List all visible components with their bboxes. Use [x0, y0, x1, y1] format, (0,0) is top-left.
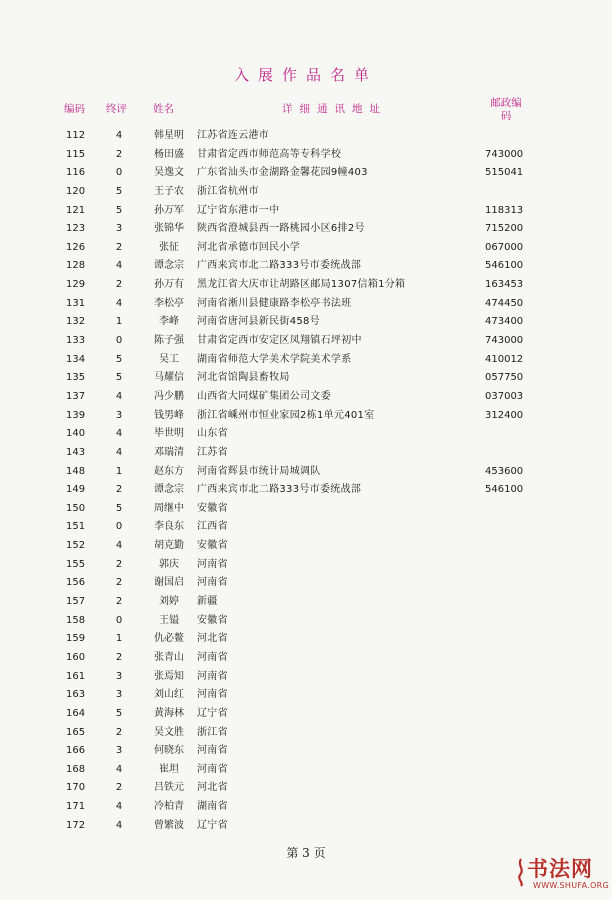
- cell-id: 172: [66, 819, 86, 831]
- cell-name: 李松亭: [154, 297, 184, 309]
- cell-id: 121: [66, 204, 86, 216]
- cell-id: 115: [66, 148, 86, 160]
- table-row: [0, 779, 612, 798]
- cell-address: 河北省: [197, 782, 228, 794]
- cell-name: 李峰: [159, 316, 179, 328]
- cell-score: 3: [115, 223, 123, 235]
- cell-address: 安徽省: [197, 540, 228, 552]
- cell-name: 陈子强: [154, 335, 184, 347]
- cell-name: 杨田盛: [154, 148, 184, 160]
- table-row: [0, 388, 612, 407]
- cell-address: 安徽省: [197, 502, 228, 514]
- cell-score: 2: [115, 782, 123, 794]
- cell-name: 孙万有: [154, 279, 184, 291]
- table-row: [0, 668, 612, 687]
- cell-name: 吴逸文: [154, 167, 184, 179]
- table-row: [0, 257, 612, 276]
- cell-score: 4: [115, 763, 123, 775]
- cell-postcode: 410012: [485, 353, 524, 365]
- cell-address: 河北省承德市回民小学: [197, 241, 300, 253]
- cell-postcode: 474450: [485, 297, 524, 309]
- cell-score: 5: [115, 185, 123, 197]
- cell-postcode: 473400: [485, 316, 524, 328]
- cell-postcode: 546100: [485, 260, 524, 272]
- cell-score: 3: [115, 409, 123, 421]
- cell-name: 吴工: [159, 353, 179, 365]
- cell-score: 4: [115, 801, 123, 813]
- cell-name: 刘山红: [154, 689, 184, 701]
- cell-id: 137: [66, 390, 86, 402]
- cell-score: 4: [115, 819, 123, 831]
- cell-address: 广西来宾市北二路333号市委统战部: [197, 484, 362, 496]
- table-row: [0, 724, 612, 743]
- cell-address: 黑龙江省大庆市让胡路区邮局1307信箱1分箱: [197, 279, 406, 291]
- table-row: [0, 425, 612, 444]
- cell-name: 郭庆: [159, 558, 179, 570]
- table-row: [0, 761, 612, 780]
- cell-postcode: 163453: [485, 279, 524, 291]
- cell-id: 166: [66, 745, 86, 757]
- table-row: [0, 556, 612, 575]
- cell-id: 139: [66, 409, 86, 421]
- cell-id: 116: [66, 167, 86, 179]
- watermark-logo: [515, 853, 610, 895]
- cell-address: 河南省: [197, 763, 228, 775]
- table-row: [0, 146, 612, 165]
- cell-id: 161: [66, 670, 86, 682]
- cell-name: 黄海林: [154, 707, 184, 719]
- cell-id: 133: [66, 335, 86, 347]
- table-row: [0, 798, 612, 817]
- cell-name: 张焉知: [154, 670, 184, 682]
- cell-score: 0: [115, 167, 123, 179]
- cell-address: 山东省: [197, 428, 228, 440]
- table-row: [0, 463, 612, 482]
- cell-address: 河南省唐河县新民街458号: [197, 316, 320, 328]
- cell-address: 河南省: [197, 558, 228, 570]
- cell-id: 132: [66, 316, 86, 328]
- column-header-id: 编码: [64, 103, 85, 115]
- table-row: [0, 574, 612, 593]
- cell-address: 河南省辉县市统计局城调队: [197, 465, 321, 477]
- cell-name: 马耀信: [154, 372, 184, 384]
- cell-id: 128: [66, 260, 86, 272]
- cell-name: 崔坦: [159, 763, 179, 775]
- cell-score: 5: [115, 204, 123, 216]
- cell-address: 山西省大同煤矿集团公司文委: [197, 390, 331, 402]
- cell-name: 邓瑞清: [154, 446, 184, 458]
- table-row: [0, 593, 612, 612]
- cell-address: 陕西省澄城县西一路桃园小区6排2号: [197, 223, 365, 235]
- cell-score: 4: [115, 130, 123, 141]
- cell-name: 胡克勤: [154, 540, 184, 552]
- cell-id: 120: [66, 185, 86, 197]
- table-row: [0, 127, 612, 146]
- table-row: [0, 444, 612, 463]
- table-row: [0, 649, 612, 668]
- cell-id: 171: [66, 801, 86, 813]
- table-row: [0, 239, 612, 258]
- cell-name: 李良东: [154, 521, 184, 533]
- cell-id: 164: [66, 707, 86, 719]
- cell-score: 5: [115, 707, 123, 719]
- cell-score: 2: [115, 726, 123, 738]
- cell-score: 2: [115, 577, 123, 589]
- table-row: [0, 537, 612, 556]
- cell-name: 周继中: [154, 502, 184, 514]
- cell-score: 5: [115, 353, 123, 365]
- table-row: [0, 164, 612, 183]
- cell-address: 广西来宾市北二路333号市委统战部: [197, 260, 362, 272]
- cell-score: 5: [115, 372, 123, 384]
- cell-score: 2: [115, 148, 123, 160]
- cell-score: 3: [115, 745, 123, 757]
- cell-postcode: 515041: [485, 167, 524, 179]
- cell-score: 1: [115, 465, 123, 477]
- cell-id: 140: [66, 428, 86, 440]
- cell-score: 0: [115, 521, 123, 533]
- cell-address: 浙江省杭州市: [197, 185, 259, 197]
- cell-address: 湖南省: [197, 801, 228, 813]
- cell-score: 1: [115, 316, 123, 328]
- cell-id: 112: [66, 130, 86, 141]
- table-row: [0, 742, 612, 761]
- cell-name: 孙万军: [154, 204, 184, 216]
- cell-name: 冷柏青: [154, 801, 184, 813]
- cell-id: 126: [66, 241, 86, 253]
- table-row: [0, 630, 612, 649]
- column-header-address: 详细通讯地址: [282, 103, 387, 115]
- cell-score: 4: [115, 446, 123, 458]
- cell-id: 159: [66, 633, 86, 645]
- cell-name: 张青山: [154, 651, 184, 663]
- cell-score: 4: [115, 428, 123, 440]
- cell-score: 2: [115, 651, 123, 663]
- cell-id: 160: [66, 651, 86, 663]
- cell-address: 甘肃省定西市师范高等专科学校: [197, 148, 342, 160]
- table-row: [0, 686, 612, 705]
- cell-name: 谭念宗: [154, 260, 184, 272]
- watermark-url: WWW.SHUFA.ORG: [533, 881, 610, 890]
- cell-score: 2: [115, 596, 123, 608]
- cell-postcode: 743000: [485, 148, 524, 160]
- cell-address: 河南省: [197, 651, 228, 663]
- cell-address: 辽宁省: [197, 707, 228, 719]
- cell-postcode: 743000: [485, 335, 524, 347]
- cell-address: 浙江省: [197, 726, 228, 738]
- table-row: [0, 183, 612, 202]
- cell-score: 0: [115, 335, 123, 347]
- cell-id: 143: [66, 446, 86, 458]
- cell-name: 吕铁元: [154, 782, 184, 794]
- cell-postcode: 453600: [485, 465, 524, 477]
- cell-postcode: 118313: [485, 204, 524, 216]
- cell-score: 3: [115, 670, 123, 682]
- cell-score: 2: [115, 241, 123, 253]
- cell-name: 钱男峰: [154, 409, 184, 421]
- table-row: [0, 705, 612, 724]
- cell-id: 170: [66, 782, 86, 794]
- cell-score: 4: [115, 260, 123, 272]
- cell-name: 韩星明: [154, 130, 184, 141]
- cell-id: 131: [66, 297, 86, 309]
- cell-address: 江苏省连云港市: [197, 130, 270, 141]
- cell-address: 辽宁省: [197, 819, 228, 831]
- cell-score: 1: [115, 633, 123, 645]
- cell-id: 149: [66, 484, 86, 496]
- table-row: [0, 369, 612, 388]
- cell-score: 5: [115, 502, 123, 514]
- table-row: [0, 332, 612, 351]
- entry-list: [0, 127, 612, 835]
- cell-address: 河南省: [197, 670, 228, 682]
- cell-id: 156: [66, 577, 86, 589]
- cell-score: 4: [115, 390, 123, 402]
- cell-score: 4: [115, 540, 123, 552]
- cell-id: 150: [66, 502, 86, 514]
- cell-score: 2: [115, 279, 123, 291]
- cell-address: 辽宁省东港市一中: [197, 204, 280, 216]
- cell-score: 2: [115, 558, 123, 570]
- table-row: [0, 276, 612, 295]
- watermark-logo-text: 书法网: [527, 856, 593, 881]
- cell-name: 何晓东: [154, 745, 184, 757]
- cell-id: 123: [66, 223, 86, 235]
- table-row: [0, 407, 612, 426]
- cell-address: 甘肃省定西市安定区凤翔镇石坪初中: [197, 335, 362, 347]
- page-number: 第 3 页: [286, 846, 326, 860]
- column-header-postcode: 邮政编码: [490, 97, 522, 122]
- column-header-score: 终评: [106, 103, 127, 115]
- cell-name: 张锦华: [154, 223, 184, 235]
- cell-name: 吴文胜: [154, 726, 184, 738]
- cell-id: 129: [66, 279, 86, 291]
- cell-postcode: 067000: [485, 241, 524, 253]
- cell-id: 168: [66, 763, 86, 775]
- table-row: [0, 313, 612, 332]
- cell-id: 151: [66, 521, 86, 533]
- cell-address: 河南省: [197, 745, 228, 757]
- cell-address: 河北省: [197, 633, 228, 645]
- cell-address: 河南省: [197, 689, 228, 701]
- cell-id: 134: [66, 353, 86, 365]
- cell-postcode: 715200: [485, 223, 524, 235]
- table-row: [0, 351, 612, 370]
- cell-address: 安徽省: [197, 614, 228, 626]
- cell-score: 2: [115, 484, 123, 496]
- cell-score: 4: [115, 297, 123, 309]
- cell-name: 王子农: [154, 185, 184, 197]
- cell-address: 河北省馆陶县畜牧局: [197, 372, 290, 384]
- cell-name: 谢国启: [154, 577, 184, 589]
- cell-address: 河南省: [197, 577, 228, 589]
- cell-id: 158: [66, 614, 86, 626]
- cell-address: 新疆: [197, 596, 218, 608]
- cell-address: 广东省汕头市金湖路金馨花园9幢403: [197, 167, 368, 179]
- cell-score: 3: [115, 689, 123, 701]
- seal-mark-icon: [515, 857, 527, 887]
- page-title: 入展作品名单: [233, 66, 378, 84]
- cell-id: 135: [66, 372, 86, 384]
- cell-postcode: 037003: [485, 390, 524, 402]
- cell-name: 谭念宗: [154, 484, 184, 496]
- column-header-name: 姓名: [153, 103, 174, 115]
- cell-address: 河南省淅川县健康路李松亭书法班: [197, 297, 352, 309]
- cell-id: 155: [66, 558, 86, 570]
- table-row: [0, 518, 612, 537]
- table-row: [0, 202, 612, 221]
- cell-id: 152: [66, 540, 86, 552]
- table-row: [0, 220, 612, 239]
- cell-address: 湖南省师范大学美术学院美术学系: [197, 353, 352, 365]
- cell-postcode: 057750: [485, 372, 524, 384]
- cell-postcode: 546100: [485, 484, 524, 496]
- cell-id: 163: [66, 689, 86, 701]
- cell-name: 赵东方: [154, 465, 184, 477]
- table-row: [0, 817, 612, 836]
- cell-id: 148: [66, 465, 86, 477]
- cell-name: 仇必鳌: [154, 633, 184, 645]
- cell-name: 曾繁波: [154, 819, 184, 831]
- cell-name: 王镒: [159, 614, 179, 626]
- cell-name: 刘婷: [159, 596, 179, 608]
- cell-postcode: 312400: [485, 409, 524, 421]
- cell-address: 江苏省: [197, 446, 228, 458]
- cell-address: 浙江省嵊州市恒业家园2栋1单元401室: [197, 409, 375, 421]
- cell-name: 张征: [159, 241, 179, 253]
- table-row: [0, 481, 612, 500]
- table-row: [0, 500, 612, 519]
- table-row: [0, 612, 612, 631]
- cell-id: 165: [66, 726, 86, 738]
- cell-name: 毕世明: [154, 428, 184, 440]
- cell-score: 0: [115, 614, 123, 626]
- cell-address: 江西省: [197, 521, 228, 533]
- cell-id: 157: [66, 596, 86, 608]
- table-row: [0, 295, 612, 314]
- cell-name: 冯少鹏: [154, 390, 184, 402]
